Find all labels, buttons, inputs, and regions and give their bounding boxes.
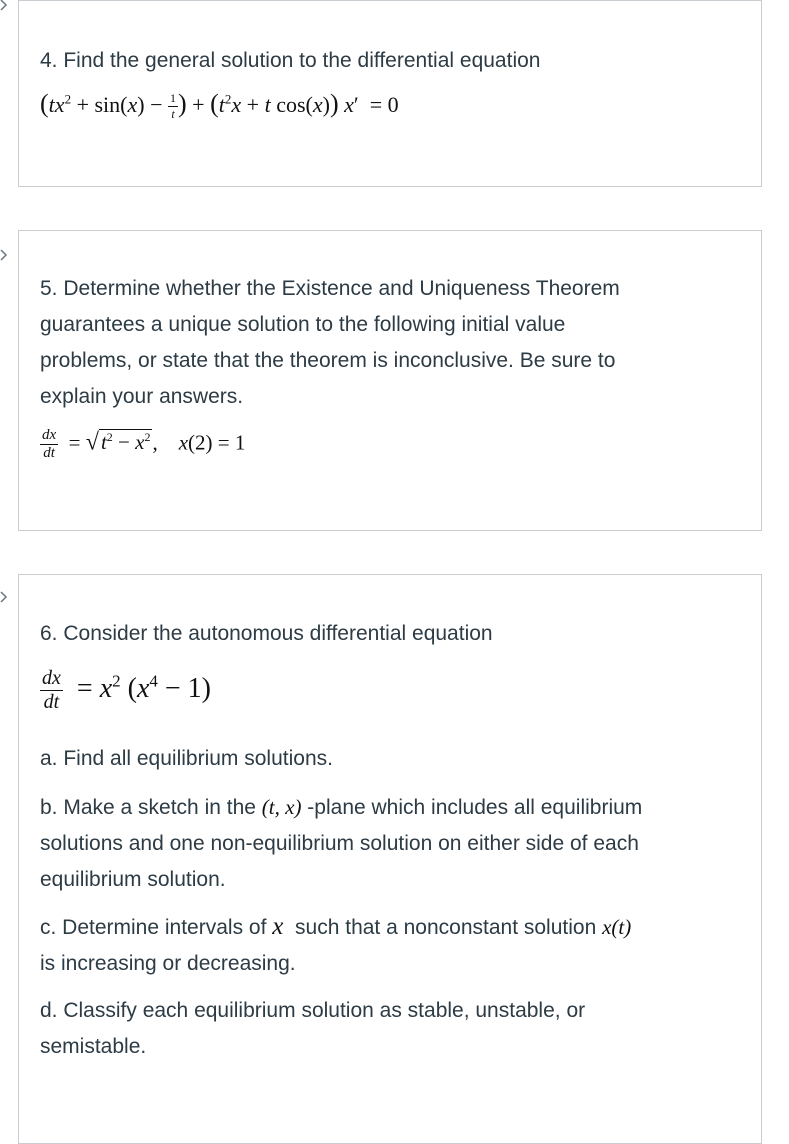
chevron-right-icon[interactable]	[0, 248, 10, 262]
part-b-text: equilibrium solution.	[40, 868, 226, 891]
question-card-4	[18, 0, 762, 187]
part-d-text: d. Classify each equilibrium solution as stable, unstable, or	[40, 999, 586, 1022]
question-5-prompt	[40, 271, 750, 415]
part-c-text: such that a nonconstant solution	[295, 916, 597, 939]
question-4-equation: ($tx^2 + \sin(x)$ − $\frac{1}{t}$ ) + ($t^2x + t$ cos(x)) x′ = 0	[40, 89, 399, 122]
question-5-line: 5. Determine whether the Existence and Uniqueness Theorem	[40, 277, 620, 300]
part-b-text: solutions and one non-equilibrium solution on either side of each	[40, 832, 639, 855]
question-6-equation: $\frac{dx}{dt}$ = $x^2$ $(x^4 - 1)$	[42, 667, 212, 713]
part-c-text: is increasing or decreasing.	[40, 952, 296, 975]
question-6-prompt: 6. Consider the autonomous differential equation	[40, 622, 493, 645]
question-5-line: explain your answers.	[40, 385, 244, 408]
part-c-text: c. Determine intervals of	[40, 916, 267, 939]
part-b-text: b. Make a sketch in the	[40, 796, 256, 819]
question-4-prompt: 4. Find the general solution to the differential equation	[40, 49, 541, 72]
chevron-right-icon[interactable]	[0, 0, 10, 12]
chevron-right-icon[interactable]	[0, 590, 10, 604]
question-6-part-d	[40, 993, 750, 1065]
question-5-equation: $\frac{dx}{dt}$ = $√t^2 - x^2$, x(2) = 1	[42, 427, 246, 461]
question-6-part-a: a. Find all equilibrium solutions.	[40, 747, 333, 770]
part-b-text: -plane which includes all equilibrium	[307, 796, 643, 819]
question-6-part-b: b. Make a sketch in the (t, x) -plane which includes all equilibrium solutions and one non-equilibrium solution on either side of each equilibrium solution.	[40, 789, 750, 898]
question-6-part-c: c. Determine intervals of x such that a nonconstant solution x(t) is increasing or decreasing.	[40, 909, 750, 982]
part-d-text: semistable.	[40, 1035, 147, 1058]
question-card-6	[18, 574, 762, 1144]
question-5-line: problems, or state that the theorem is inconclusive. Be sure to	[40, 349, 616, 372]
question-card-5	[18, 230, 762, 531]
question-5-line: guarantees a unique solution to the following initial value	[40, 313, 566, 336]
